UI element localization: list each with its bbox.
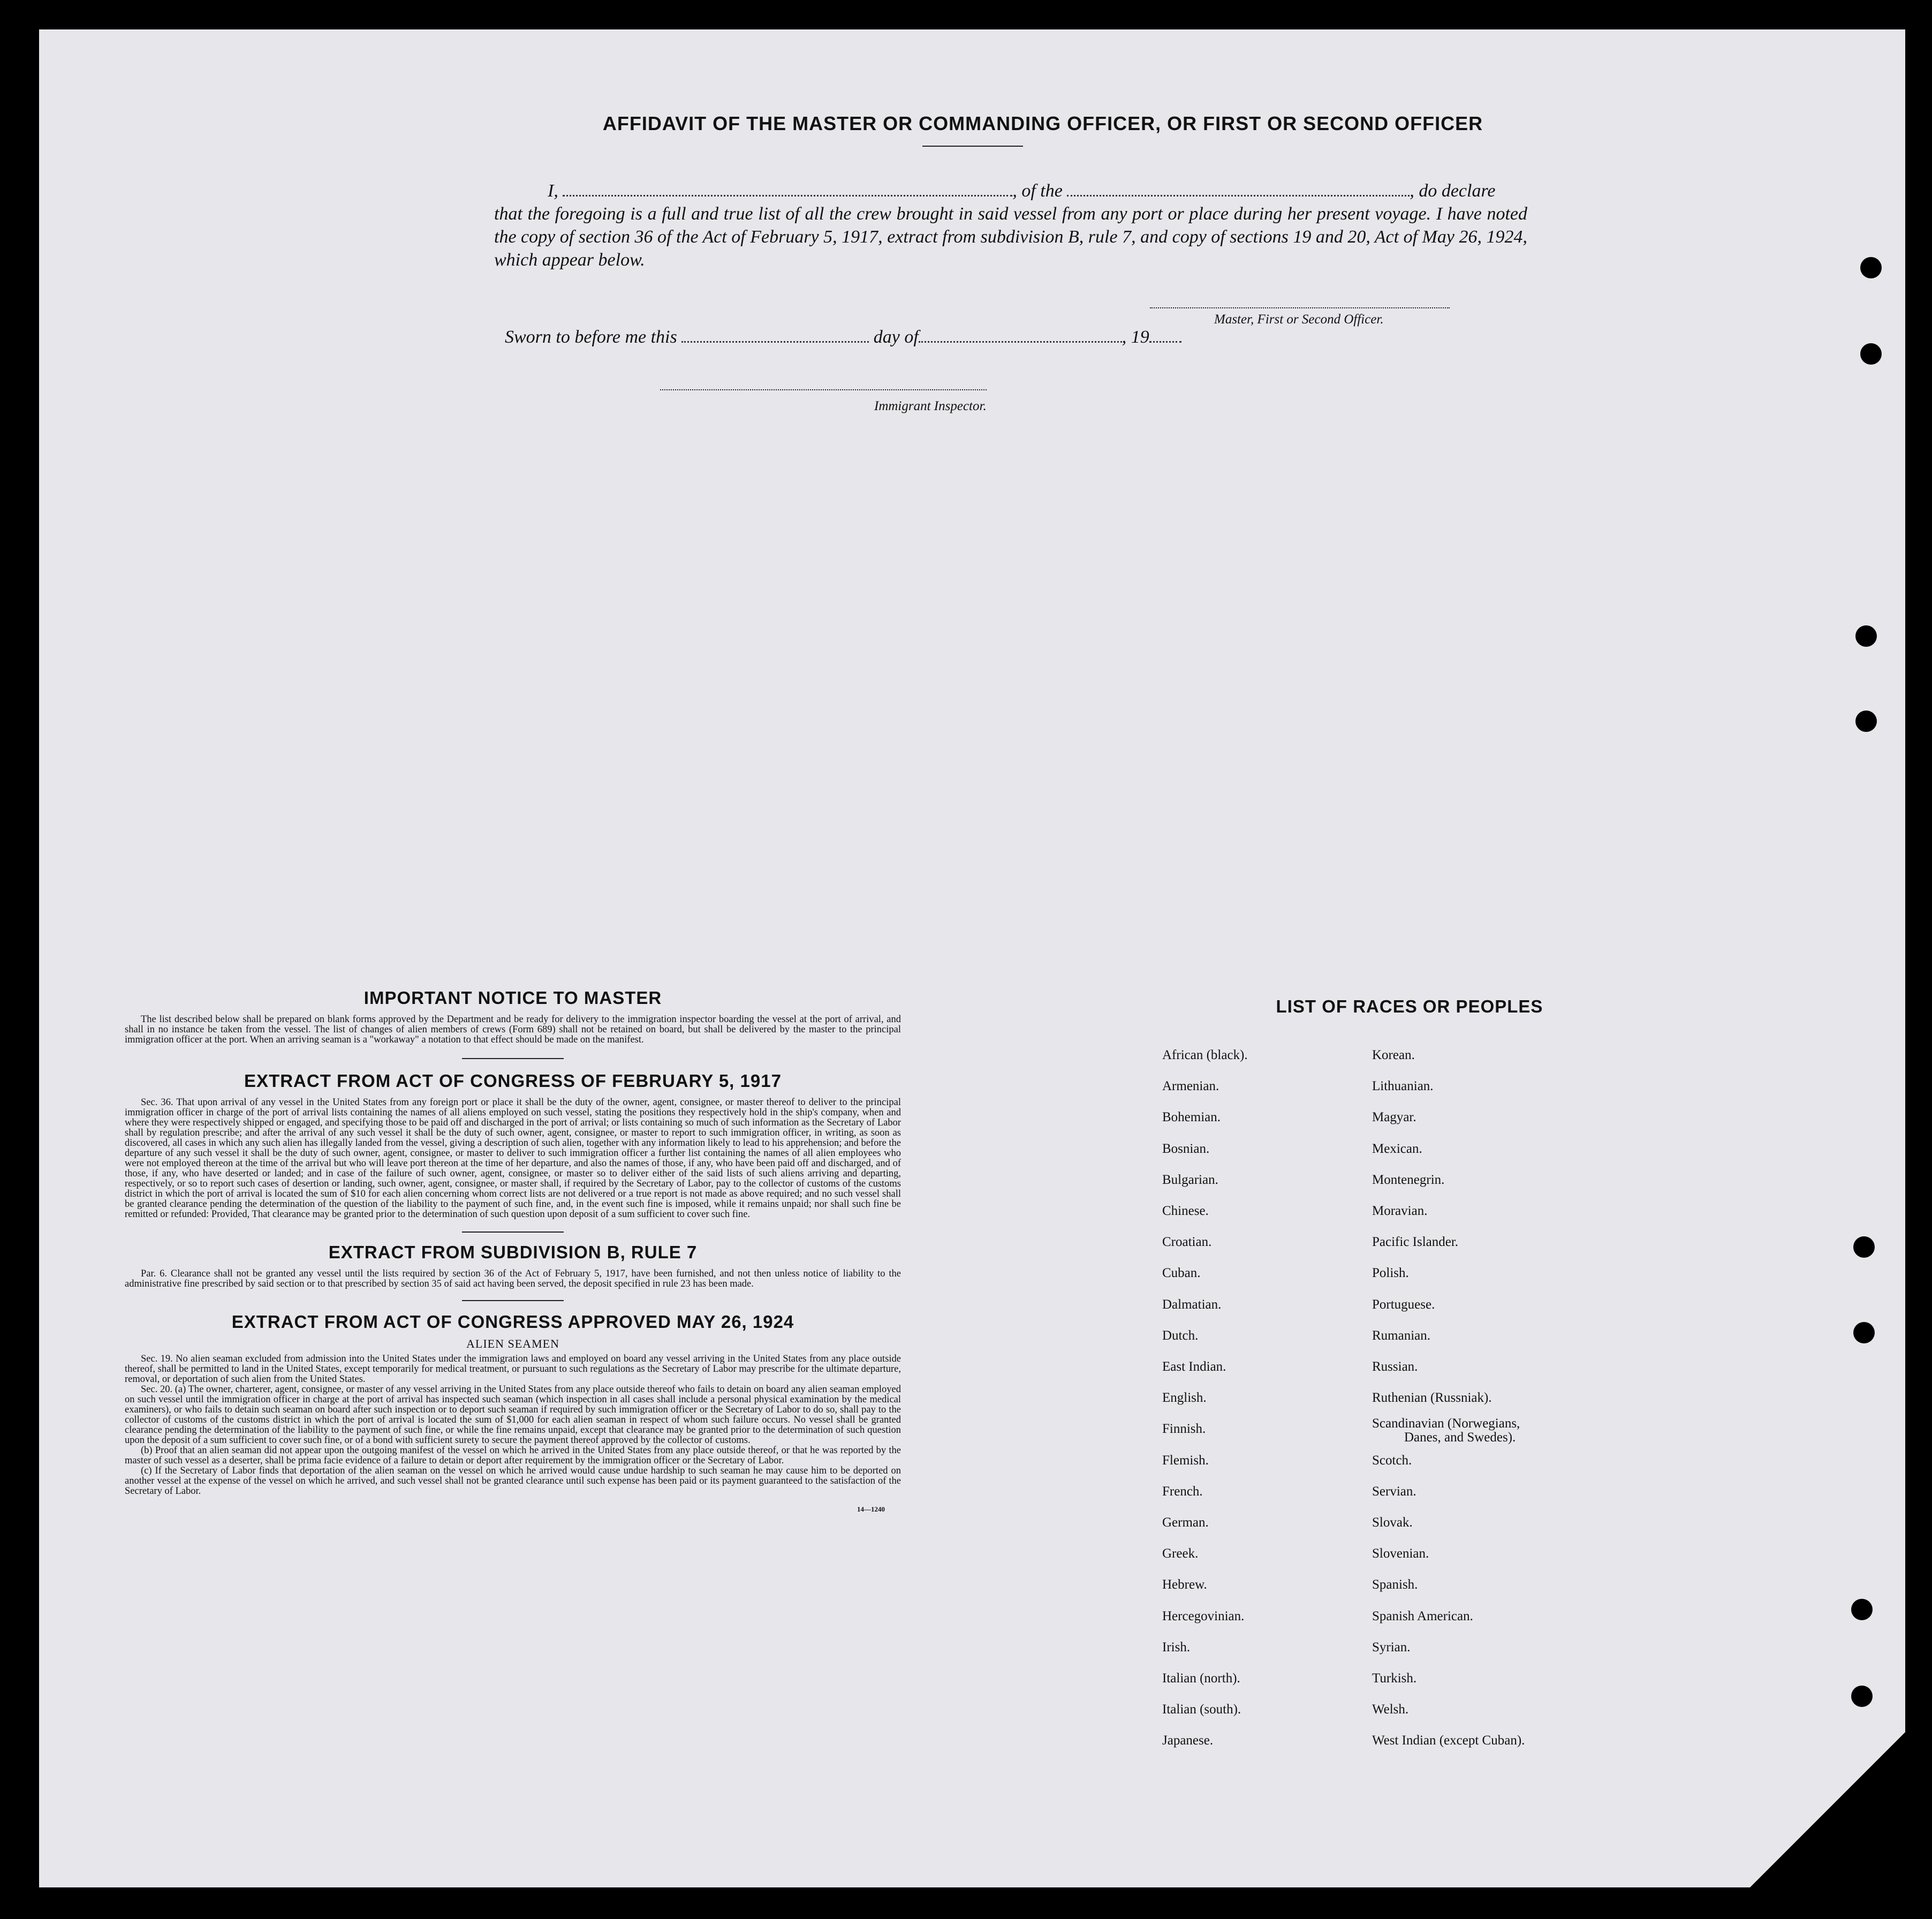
- race-item: Portuguese.: [1372, 1297, 1435, 1312]
- notice-title: IMPORTANT NOTICE TO MASTER: [363, 988, 662, 1008]
- alien-seamen-subtitle: ALIEN SEAMEN: [466, 1337, 559, 1350]
- date-blank[interactable]: [681, 327, 869, 343]
- inspector-signature-label: Immigrant Inspector.: [874, 399, 987, 413]
- of-the-label: , of the: [1012, 181, 1063, 201]
- master-signature-line: [1150, 307, 1450, 308]
- race-item: Mexican.: [1372, 1141, 1422, 1156]
- punch-hole: [1855, 625, 1877, 647]
- race-item: Pacific Islander.: [1372, 1235, 1459, 1250]
- race-item: Ruthenian (Russniak).: [1372, 1391, 1492, 1406]
- name-blank[interactable]: [563, 181, 1012, 197]
- race-item: Japanese.: [1162, 1733, 1214, 1748]
- race-item: Flemish.: [1162, 1453, 1209, 1468]
- race-item: German.: [1162, 1515, 1209, 1530]
- sec20a-text: Sec. 20. (a) The owner, charterer, agent, consignee, or master of any vessel arriving in the United States from any place outside thereof who fails to detain on board any alien seaman employed on such vessel until the immigration officer in charge at the port of arrival has inspected such seaman (which inspection in all cases shall include a personal physical examination by the medical examiners), or who fails to detain such seaman on board after such inspection or to deport such seaman if required by such immigration officer or the Secretary of Labor to do so, shall pay to the collector of customs of the customs district in which the port of arrival is located the sum of $1,000 for each alien seaman in respect of whom such failure occurs. No vessel shall be granted clearance pending the determination of the liability to the payment of such fine, or while the fine remains unpaid, except that clearance may be granted prior to the determination of such question upon the deposit of a sum sufficient to cover such fine, or of a bond with sufficient surety to secure the payment thereof approved by the collector of customs.: [125, 1384, 901, 1446]
- race-item: Montenegrin.: [1372, 1172, 1445, 1187]
- punch-hole: [1853, 1236, 1875, 1258]
- race-item: Scandinavian (Norwegians,: [1372, 1416, 1520, 1431]
- section-divider: [462, 1300, 564, 1301]
- race-item: Polish.: [1372, 1266, 1409, 1281]
- extracts-column: [125, 988, 901, 1514]
- race-item: Irish.: [1162, 1640, 1191, 1654]
- master-signature-label: Master, First or Second Officer.: [1214, 312, 1384, 327]
- race-item: Hercegovinian.: [1162, 1608, 1245, 1623]
- affidavit-title: AFFIDAVIT OF THE MASTER OR COMMANDING OFFICER, OR FIRST OR SECOND OFFICER: [602, 112, 1483, 134]
- section-divider: [462, 1058, 564, 1059]
- section-divider: [462, 1232, 564, 1233]
- do-declare-label: , do declare: [1410, 181, 1496, 201]
- race-item: Turkish.: [1372, 1671, 1417, 1686]
- race-item: Cuban.: [1162, 1266, 1201, 1281]
- race-item: French.: [1162, 1484, 1203, 1499]
- race-item: Rumanian.: [1372, 1328, 1431, 1343]
- punch-hole: [1860, 343, 1882, 365]
- year-blank[interactable]: [1149, 327, 1181, 343]
- race-item: Armenian.: [1162, 1079, 1219, 1094]
- race-item: Welsh.: [1372, 1702, 1409, 1717]
- race-item: African (black).: [1162, 1048, 1248, 1062]
- race-item: Servian.: [1372, 1484, 1416, 1499]
- punch-hole: [1853, 1322, 1875, 1343]
- affidavit-text: [494, 179, 1527, 271]
- race-item: English.: [1162, 1391, 1207, 1406]
- races-title: LIST OF RACES OR PEOPLES: [1276, 996, 1543, 1016]
- race-item: West Indian (except Cuban).: [1372, 1733, 1525, 1748]
- form-number: 14—1240: [857, 1505, 885, 1513]
- race-item: Finnish.: [1162, 1422, 1206, 1437]
- race-item: East Indian.: [1162, 1359, 1226, 1374]
- folded-corner: [1750, 1732, 1905, 1887]
- punch-hole: [1851, 1599, 1873, 1620]
- vessel-blank[interactable]: [1067, 181, 1410, 197]
- race-item: Bosnian.: [1162, 1141, 1210, 1156]
- sec20c-text: (c) If the Secretary of Labor finds that deportation of the alien seaman on the vessel on which he arrived would cause undue hardship to such seaman he may cause him to be deported on another vessel at the expense of the vessel on which he arrived, and such vessel shall not be granted clearance until such expense has been paid or its payment guaranteed to the satisfaction of the Secretary of Labor.: [125, 1465, 901, 1497]
- race-item: Lithuanian.: [1372, 1079, 1434, 1094]
- month-blank[interactable]: [919, 327, 1122, 343]
- race-item: Scotch.: [1372, 1453, 1412, 1468]
- race-item: Spanish American.: [1372, 1608, 1473, 1623]
- title-divider: [922, 146, 1023, 147]
- race-item: Dutch.: [1162, 1328, 1199, 1343]
- race-item: Hebrew.: [1162, 1577, 1207, 1592]
- extract-1924-title: EXTRACT FROM ACT OF CONGRESS APPROVED MAY 26, 1924: [231, 1312, 794, 1332]
- race-item: Bulgarian.: [1162, 1172, 1218, 1187]
- extract-1917-title: EXTRACT FROM ACT OF CONGRESS OF FEBRUARY 5, 1917: [244, 1071, 782, 1091]
- race-item: Bohemian.: [1162, 1110, 1221, 1125]
- sworn-label: Sworn to before me this: [505, 327, 677, 347]
- race-item: Magyar.: [1372, 1110, 1416, 1125]
- inspector-signature-line: [660, 389, 987, 390]
- day-of-label: day of: [873, 327, 919, 347]
- document-page: [39, 29, 1905, 1887]
- race-item: Greek.: [1162, 1546, 1199, 1561]
- sec19-text: Sec. 19. No alien seaman excluded from admission into the United States under the immigration laws and employed on board any vessel arriving in the United States from any place outside thereof, shall be permitted to land in the United States, except temporarily for medical treatment, or pursuant to such regulations as the Secretary of Labor may prescribe for the ultimate departure, removal, or deportation of such alien from the United States.: [125, 1354, 901, 1385]
- extract-1917-text: Sec. 36. That upon arrival of any vessel in the United States from any foreign port or place it shall be the duty of the owner, agent, consignee, or master thereof to deliver to the principal immigration officer in charge of the port of arrival lists containing the names of all aliens employed on such vessel, stating the positions they respectively hold in the ship's company, when and where they were respectively shipped or engaged, and specifying those to be paid off and discharged in the port of arrival; or lists containing so much of such information as the Secretary of Labor shall by regulation prescribe; and after the arrival of any such vessel it shall be the duty of such owner, agent, consignee, or master to report to such immigration officer, in writing, as soon as discovered, all cases in which any such alien has illegally landed from the vessel, giving a description of such alien, together with any information likely to lead to his apprehension; and before the departure of any such vessel it shall be the duty of such owner, agent, consignee, or master to deliver to such immigration officer a further list containing the names of all alien employees who were not employed thereon at the time of the arrival but who will leave port thereon at the time of her departure, and also the names of those, if any, who have been paid off and discharged, and of those, if any, who have deserted or landed; and in case of the failure of such owner, agent, consignee, or master so to deliver either of the said lists of such aliens arriving and departing, respectively, or so to report such cases of desertion or landing, such owner, agent, consignee, or master shall, if required by the Secretary of Labor, pay to the collector of customs of the customs district in which the port of arrival is located the sum of $10 for each alien concerning whom correct lists are not delivered or a true report is not made as above required; and no such vessel shall be granted clearance pending the determination of the question of the liability to the payment of such fine, and, in the event such fine is imposed, while it remains unpaid; nor shall such fine be remitted or refunded: Provided, That clearance may be granted prior to the determination of such question upon deposit of a sum sufficient to cover such fine.: [125, 1097, 901, 1220]
- race-item: Russian.: [1372, 1359, 1418, 1374]
- race-item: Moravian.: [1372, 1204, 1428, 1218]
- extract-rule7-text: Par. 6. Clearance shall not be granted any vessel until the lists required by section 36 of the Act of February 5, 1917, have been furnished, and not then unless notice of liability to the administrative fine prescribed by said section or to that prescribed by section 35 of said act having been served, the deposit specified in rule 23 has been made.: [125, 1268, 901, 1289]
- affidavit-body: that the foregoing is a full and true list of all the crew brought in said vessel from any port or place during her present voyage. I have noted the copy of section 36 of the Act of February 5, 1917, extract from subdivision B, rule 7, and copy of sections 19 and 20, Act of May 26, 1924, which appear below.: [494, 204, 1527, 270]
- extract-rule7-title: EXTRACT FROM SUBDIVISION B, RULE 7: [328, 1242, 698, 1262]
- race-item: Spanish.: [1372, 1577, 1418, 1592]
- race-item: Slovenian.: [1372, 1546, 1429, 1561]
- punch-hole: [1855, 711, 1877, 732]
- race-item: Croatian.: [1162, 1235, 1212, 1250]
- race-item: Slovak.: [1372, 1515, 1413, 1530]
- race-item: Italian (north).: [1162, 1671, 1240, 1686]
- race-item: Chinese.: [1162, 1204, 1209, 1218]
- race-item: Italian (south).: [1162, 1702, 1241, 1717]
- race-item: Korean.: [1372, 1048, 1415, 1062]
- sworn-line: [505, 327, 1181, 347]
- race-item-continuation: Danes, and Swedes).: [1404, 1430, 1516, 1445]
- race-item: Dalmatian.: [1162, 1297, 1222, 1312]
- punch-hole: [1851, 1686, 1873, 1707]
- notice-text: The list described below shall be prepared on blank forms approved by the Department and be ready for delivery to the immigration inspector boarding the vessel at the port of arrival, and shall in no instance be taken from the vessel. The list of changes of alien members of crews (Form 689) shall not be retained on board, but shall be delivered by the master to the principal immigration officer at the port. When an arriving seaman is a "workaway" a notation to that effect should be made on the manifest.: [125, 1014, 901, 1045]
- year-label: , 19: [1122, 327, 1149, 347]
- race-item: Syrian.: [1372, 1640, 1411, 1654]
- i-label: I,: [548, 181, 558, 201]
- sec20b-text: (b) Proof that an alien seaman did not appear upon the outgoing manifest of the vessel on which he arrived in the United States from any place outside thereof, or that he was reported by the master of such vessel as a deserter, shall be prima facie evidence of a failure to detain or deport after requirement by the immigration officer or the Secretary of Labor.: [125, 1445, 901, 1466]
- punch-hole: [1860, 257, 1882, 278]
